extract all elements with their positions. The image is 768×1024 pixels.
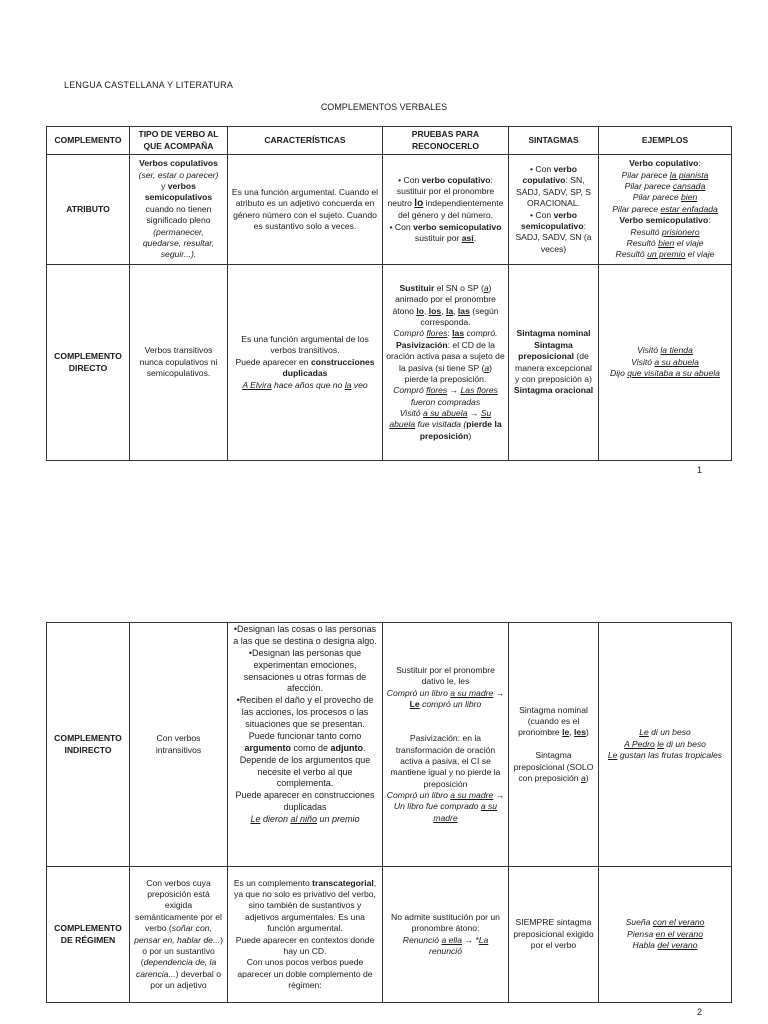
column-header: COMPLEMENTO (47, 127, 130, 155)
cell-pruebas: • Con verbo copulativo: sustituir por el pronombre neutro lo independientemente del género y del número. • Con verbo semicopulativo sustituir por así. (383, 155, 509, 265)
cell-caracteristicas: Es un complemento transcategorial, ya que no solo es privativo del verbo, sino también de sustantivos y adjetivos argumentales. Es una función argumental. Puede aparecer en contextos donde hay un CD. Con unos pocos verbos puede aparecer un doble complemento de régimen: (228, 867, 383, 1003)
row-label-complemento-indirecto: COMPLEMENTO INDIRECTO (47, 623, 130, 867)
column-header: SINTAGMAS (509, 127, 599, 155)
cell-sintagmas: Sintagma nominal (cuando es el pronombre le, les) Sintagma preposicional (SOLO con preposición a) (509, 623, 599, 867)
row-label-atributo: ATRIBUTO (47, 155, 130, 265)
column-header: EJEMPLOS (599, 127, 732, 155)
document-title: LENGUA CASTELLANA Y LITERATURA (64, 80, 234, 90)
table-row (47, 867, 732, 1003)
cell-ejemplos: Le di un beso A Pedro le di un beso Le gustan las frutas tropicales (599, 623, 732, 867)
row-label-complemento-de-regimen: COMPLEMENTO DE RÉGIMEN (47, 867, 130, 1003)
table-row (47, 265, 732, 461)
cell-ejemplos: Sueña con el verano Piensa en el verano Habla del verano (599, 867, 732, 1003)
document-subtitle: COMPLEMENTOS VERBALES (320, 102, 448, 112)
column-header: TIPO DE VERBO AL QUE ACOMPAÑA (130, 127, 228, 155)
table-row (47, 623, 732, 867)
row-label-complemento-directo: COMPLEMENTO DIRECTO (47, 265, 130, 461)
cell-tipo: Verbos transitivos nunca copulativos ni semicopulativos. (130, 265, 228, 461)
cell-pruebas: No admite sustitución por un pronombre átono: Renunció a ella → *La renunció (383, 867, 509, 1003)
cell-tipo: Con verbos cuya preposición está exigida semánticamente por el verbo (soñar con, pensar en, hablar de...) o por un sustantivo (dependencia de, la carencia...) deverbal o por un adjetivo (130, 867, 228, 1003)
column-header: PRUEBAS PARA RECONOCERLO (383, 127, 509, 155)
page-number: 2 (697, 1007, 703, 1017)
cell-sintagmas: SIEMPRE sintagma preposicional exigido por el verbo (509, 867, 599, 1003)
cell-ejemplos: Visitó la tienda Visitó a su abuela Dijo que visitaba a su abuela (599, 265, 732, 461)
table-header-row (47, 127, 732, 155)
complementos-table-page-1 (46, 126, 732, 461)
cell-pruebas: Sustituir el SN o SP (a) animado por el pronombre átono lo, los, la, las (según corresponda. Compró flores: las compró. Pasivización: el CD de la oración activa pasa a sujeto de la pasiva (si tiene SP (a) pierde la preposición. Compró flores → Las flores fueron compradas Visitó a su abuela → Su abuela fue visitada (pierde la preposición) (383, 265, 509, 461)
cell-sintagmas: Sintagma nominal Sintagma preposicional (de manera excepcional y con preposición a) Sintagma oracional (509, 265, 599, 461)
page-number: 1 (697, 465, 703, 475)
cell-pruebas: Sustituir por el pronombre dativo le, les Compró un libro a su madre → Le compró un libro Pasivización: en la transformación de oración activa a pasiva, el CI se mantiene igual y no pierde la preposición Compró un libro a su madre → Un libro fue comprado a su madre (383, 623, 509, 867)
cell-sintagmas: • Con verbo copulativo: SN, SADJ, SADV, SP, S ORACIONAL. • Con verbo semicopulativo: SADJ, SADV, SN (a veces) (509, 155, 599, 265)
cell-tipo: Con verbos intransitivos (130, 623, 228, 867)
cell-ejemplos: Verbo copulativo: Pilar parece la pianista Pilar parece cansada Pilar parece bien Pilar parece estar enfadada Verbo semicopulativo: Resultó prisionero Resultó bien el viaje Resultó un premio el viaje (599, 155, 732, 265)
cell-tipo: Verbos copulativos (ser, estar o parecer) y verbos semicopulativos cuando no tienen significado pleno (permanecer, quedarse, resultar, seguir...). (130, 155, 228, 265)
column-header: CARACTERÍSTICAS (228, 127, 383, 155)
cell-caracteristicas: Es una función argumental de los verbos transitivos. Puede aparecer en construcciones duplicadas A Elvira hace años que no la veo (228, 265, 383, 461)
complementos-table-page-2 (46, 622, 732, 1003)
cell-caracteristicas: •Designan las cosas o las personas a las que se destina o designa algo. •Designan las personas que experimentan emociones, sensaciones u otras formas de afección. •Reciben el daño y el provecho de las acciones, los procesos o las situaciones que se presentan. Puede funcionar tanto como argumento como de adjunto. Depende de los argumentos que necesite el verbo al que complementa. Puede aparecer en construcciones duplicadas Le dieron al niño un premio (228, 623, 383, 867)
cell-caracteristicas: Es una función argumental. Cuando el atributo es un adjetivo concuerda en género número con el sujeto. Cuando es sustantivo solo a veces. (228, 155, 383, 265)
table-row (47, 155, 732, 265)
